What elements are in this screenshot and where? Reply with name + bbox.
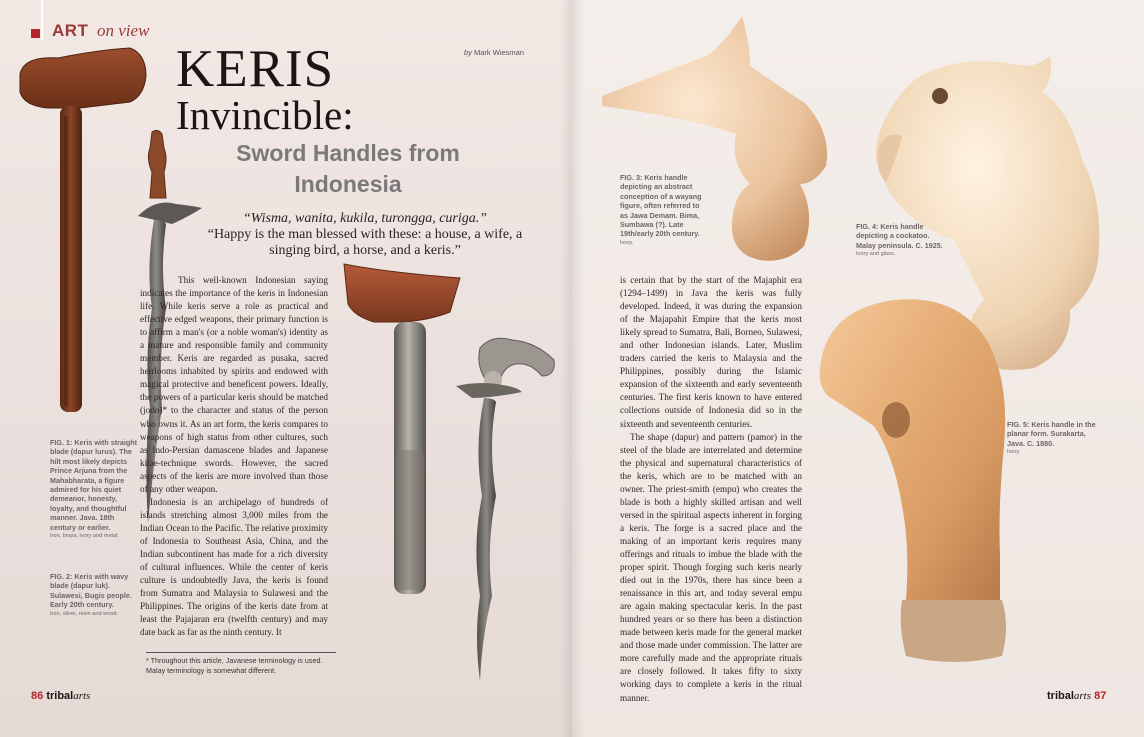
page-number-right: 87 [1094, 690, 1107, 702]
byline-name: Mark Wiesman [474, 48, 525, 57]
article-paragraph: Indonesia is an archipelago of hundreds of islands stretching almost 3,000 miles from the Indian Ocean to the Pacific. The relative proximity of Indonesia to Southeast Asia, China, and the Indian subcontinent has made for a rich diversity of cultural influences. While the center of keris culture is undoubtedly Java, the keris is found from Sumatra and Malaysia to Sulawesi and the Philippines. The origins of the keris date from at least the Pajajaran era (twelfth century) and may date back as far as the ninth century. It [140, 496, 328, 638]
caption-fig5 [1007, 420, 1097, 458]
caption-fig1 [50, 438, 138, 541]
quote-english-line1: “Happy is the man blessed with these: a house, a wife, a [207, 227, 523, 242]
caption-fig5-text: FIG. 5: Keris handle in the planar form. Surakarta, Java. C. 1880. [1007, 420, 1096, 448]
caption-fig4-text: FIG. 4: Keris handle depicting a cockatoo. Malay peninsula. C. 1925. [856, 222, 943, 250]
page-title-line1: KERIS [176, 40, 335, 98]
folio-left [31, 690, 90, 702]
caption-fig2-materials: Iron, silver, resin and wood. [50, 610, 119, 617]
byline-prefix: by [464, 48, 472, 57]
page-gutter [560, 0, 584, 737]
caption-fig3 [620, 173, 704, 248]
footnote: * Throughout this article, Javanese terminology is used. Malay terminology is somewhat different. [146, 652, 336, 676]
caption-fig4 [856, 222, 946, 260]
quote-indonesian: “Wisma, wanita, kukila, turongga, curiga.” [242, 211, 488, 226]
article-column-left [140, 274, 328, 639]
section-suffix: on view [97, 21, 150, 40]
brand-bold-right: tribal [1047, 690, 1074, 702]
folio-right [1047, 690, 1106, 702]
fig-keris-sheath-image [344, 260, 464, 600]
fig1-keris-straight-image [18, 46, 150, 416]
caption-fig3-materials: Ivory. [620, 239, 634, 246]
caption-fig1-text: FIG. 1: Keris with straight blade (dapur lurus). The hilt most likely depicts Prince Arjuna from the Mahabharata, a figure admired for his quiet demeanor, honesty, loyalty, and thoughtful manner. Java. 18th century or earlier. [50, 438, 138, 532]
quote-english [200, 227, 530, 259]
brand-italic-right: arts [1073, 690, 1092, 702]
caption-fig4-materials: Ivory and glass. [856, 251, 896, 258]
brand-bold-left: tribal [46, 690, 74, 702]
article-paragraph: is certain that by the start of the Majaphit era (1294–1499) in Java the keris was fully developed. Indeed, it was during the expansion of the Majapahit Empire that the keris most likely spread to Sumatra, Bali, Borneo, Sulawesi, and other Indonesian islands. Later, Muslim traders carried the keris to Malaysia and the Philippines, possibly during the Islamic expansion of the sixteenth and early seventeenth centuries. The first keris known to have entered collections outside of Indonesia did so in the sixteenth and seventeenth centuries. [620, 275, 802, 429]
subtitle-line2: Indonesia [294, 171, 402, 197]
article-paragraph: This well-known Indonesian saying indicates the importance of the keris in Indonesian life. While keris serve a role as practical and effective edged weapons, their primary function is to affirm a man's (or a noble woman's) identity as a mature and responsible family and community member. Keris are regarded as pusaka, sacred heirlooms inhabited by spirits and endowed with magical protective and beneficent powers. Ideally, the powers of a particular keris should be matched (jodo)* to the character and status of the person who owns it. As an art form, the keris compares to weapons of high status from other cultures, such as Indo-Persian damascene blades and Japanese kitae-technique swords. However, the sacred aspects of the keris are more involved than those of any other weapon. [140, 275, 328, 494]
section-marker-icon [31, 29, 40, 38]
caption-fig2 [50, 572, 138, 619]
page-title-line2: Invincible: [176, 92, 354, 138]
fig5-handle-planar-image [814, 296, 1024, 666]
brand-italic-left: arts [73, 690, 91, 702]
byline [464, 48, 524, 57]
caption-fig5-materials: Ivory. [1007, 449, 1021, 456]
section-rule [41, 0, 43, 40]
page-number-left: 86 [31, 690, 44, 702]
caption-fig2-text: FIG. 2: Keris with wavy blade (dapur luk). Sulawesi, Bugis people. Early 20th century. [50, 572, 132, 610]
fig-keris-silver-hilt-image [452, 336, 562, 686]
caption-fig1-materials: Iron, brass, ivory and metal. [50, 533, 120, 540]
section-label: ART [52, 21, 89, 40]
caption-fig3-text: FIG. 3: Keris handle depicting an abstract conception of a wayang figure, often referred to as Jawa Demam. Bima, Sumbawa (?). Late 19th/early 20th century. [620, 173, 702, 239]
quote-english-line2: singing bird, a horse, and a keris.” [269, 243, 461, 258]
article-column-right [620, 274, 802, 705]
article-paragraph: The shape (dapur) and pattern (pamor) in the steel of the blade are interrelated and determine the physical and supernatural characteristics of the keris, which are to be matched with an owner. The priest-smith (empu) who creates the blade is both a highly skilled artisan and well versed in the spiritual aspects inherent in forging a keris. The forge is a sacred place and the making of an important keris requires many offerings and rituals to imbue the blade with the proper spirit. Though forging such keris nearly died out in the 1970s, there has since been a renaissance in this art, and today several empu are again making spectacular keris. In the past hundred years or so there has been a distinction made between keris made for the general market and those made under commission. The latter are more carefully made and the appropriate rituals are closely followed. It takes fifty to sixty working days to complete a keris in the ritual manner. [620, 431, 802, 703]
subtitle-line1: Sword Handles from [236, 140, 460, 166]
